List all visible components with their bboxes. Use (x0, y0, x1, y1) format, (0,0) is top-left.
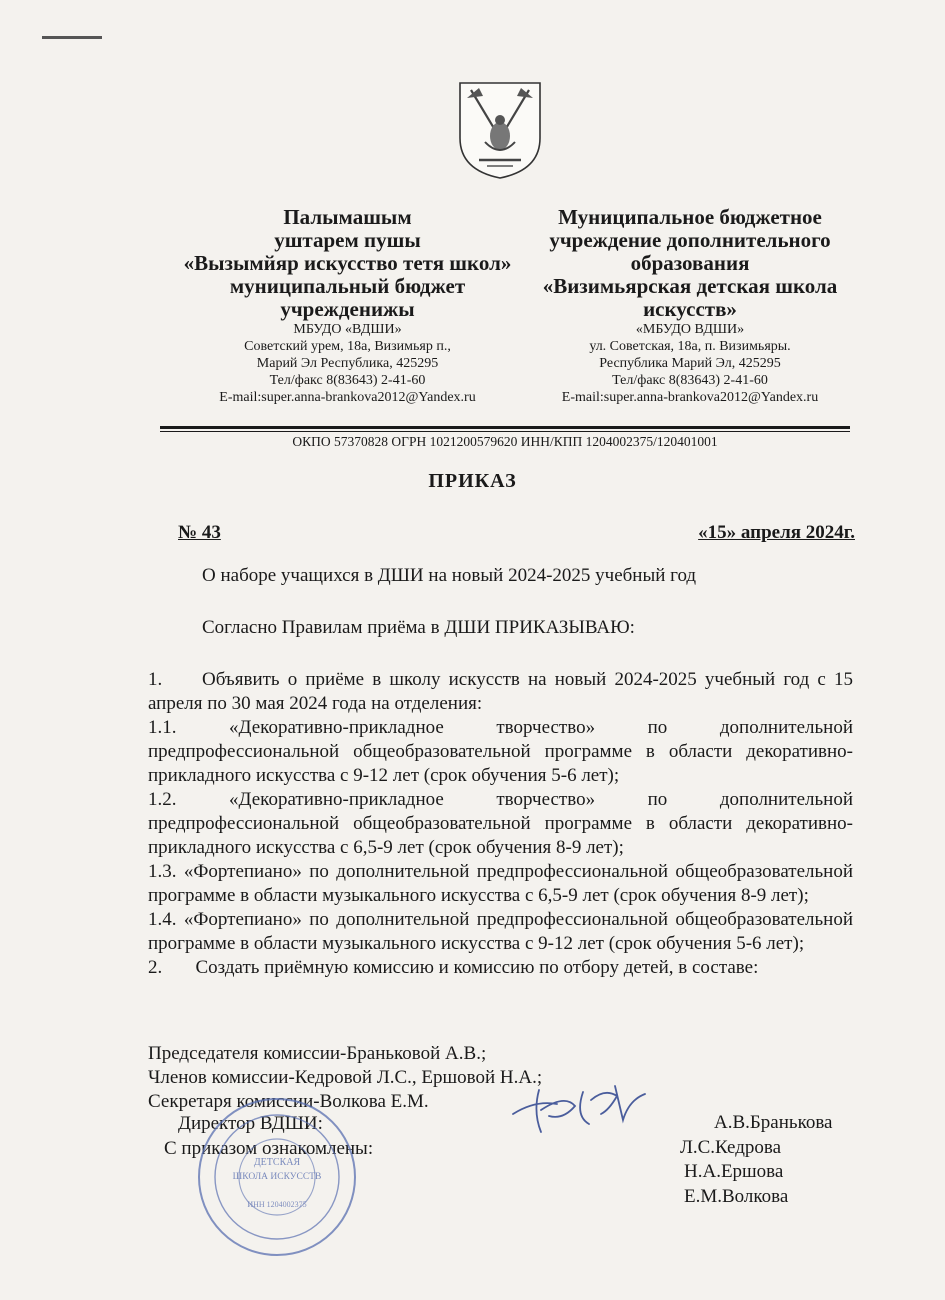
signatory-name: Е.М.Волкова (684, 1185, 789, 1207)
commission-members: Членов комисcии-Кедровой Л.С., Ершовой Н.А.; (148, 1067, 543, 1088)
stamp-text: ДЕТСКАЯ (253, 1157, 301, 1168)
org-name-line: образования (630, 251, 750, 275)
org-email: E-mail:super.anna-brankova2012@Yandex.ru (219, 390, 476, 405)
order-item (148, 668, 853, 716)
order-item: 1.2. «Декоративно-прикладное творчество» по дополнительной предпрофессиональной общеобразовательной программе в области декоративно-прикладного искусства с 6,5-9 лет (срок обучения 8-9 лет); (148, 789, 853, 858)
order-item: 2. Создать приёмную комиссию и комиссию по отбору детей, в составе: (148, 957, 759, 978)
order-date: «15» апреля 2024г. (698, 522, 855, 543)
signatory-name: А.В.Бранькова (714, 1112, 833, 1133)
signatory-name: Л.С.Кедрова (680, 1136, 782, 1158)
org-phone: Тел/факс 8(83643) 2-41-60 (612, 373, 768, 388)
acquainted-label: С приказом ознакомлены: (164, 1138, 374, 1159)
org-name-line: уштарем пушы (274, 228, 421, 252)
order-item: 1.1. «Декоративно-прикладное творчество» по дополнительной предпрофессиональной общеобразовательной программе в области декоративно-прикладного искусства с 9-12 лет (срок обучения 5-6 лет); (148, 717, 853, 786)
director-signature (505, 1080, 655, 1140)
commission-chair: Председателя комиссии-Браньковой А.В.; (148, 1043, 487, 1064)
org-short-name: МБУДО «ВДШИ» (293, 322, 402, 337)
org-short-name: «МБУДО ВДШИ» (635, 322, 745, 337)
commission-secretary: Секретаря комиссии-Волкова Е.М. (148, 1091, 429, 1112)
signatory-names (680, 1111, 833, 1209)
org-address-line: Республика Марий Эл, 425295 (599, 356, 781, 371)
signatory-name: Н.А.Ершова (684, 1161, 784, 1182)
org-email: E-mail:super.anna-brankova2012@Yandex.ru (561, 390, 819, 405)
order-item: 1.3. «Фортепиано» по дополнительной предпрофессиональной общеобразовательной программе в области музыкального искусства с 6,5-9 лет (срок обучения 8-9 лет); (148, 861, 853, 906)
header-divider-thin (160, 431, 850, 432)
coat-of-arms-icon (457, 80, 543, 180)
stamp-text: ШКОЛА ИСКУССТВ (232, 1172, 322, 1182)
institution-stamp (195, 1095, 360, 1260)
header-russian (520, 206, 860, 406)
org-address-line: Советский урем, 18а, Визимьяр п., (244, 339, 451, 354)
order-subject: О наборе учащихся в ДШИ на новый 2024-2025 учебный год (202, 565, 697, 586)
document-title: ПРИКАЗ (428, 470, 517, 492)
org-name-line: учрежденижы (280, 297, 415, 321)
header-marii (150, 206, 545, 406)
org-name-line: «Визимьярская детская школа (542, 274, 838, 298)
org-address-line: ул. Советская, 18а, п. Визимьяры. (589, 339, 791, 354)
org-name-line: Палымашым (283, 205, 412, 229)
director-label: Директор ВДШИ: (178, 1113, 323, 1134)
org-name-line: муниципальный бюджет (229, 274, 466, 298)
org-name-line: искусств» (643, 297, 737, 321)
item-text: Объявить о приёме в школу искусств на новый 2024-2025 учебный год с 15 апреля по 30 мая 2024 года на отделения: (148, 669, 853, 714)
order-item: 1.4. «Фортепиано» по дополнительной предпрофессиональной общеобразовательной программе в области музыкального искусства с 9-12 лет (срок обучения 5-6 лет); (148, 909, 853, 954)
org-phone: Тел/факс 8(83643) 2-41-60 (269, 373, 426, 388)
order-number: № 43 (178, 522, 221, 543)
org-address-line: Марий Эл Республика, 425295 (256, 356, 439, 371)
item-number: 1. (148, 669, 163, 690)
stamp-text: ИНН 1204002375 (247, 1200, 307, 1209)
org-name-line: «Вызымйяр искусство тетя школ» (183, 251, 512, 275)
order-basis: Согласно Правилам приёма в ДШИ ПРИКАЗЫВАЮ: (202, 617, 635, 638)
org-name-line: учреждение дополнительного (549, 228, 831, 252)
registration-codes: ОКПО 57370828 ОГРН 1021200579620 ИНН/КПП 1204002375/120401001 (292, 434, 718, 449)
header-divider (160, 426, 850, 429)
org-name-line: Муниципальное бюджетное (558, 205, 822, 229)
order-items (148, 668, 853, 980)
scan-mark (42, 36, 102, 39)
